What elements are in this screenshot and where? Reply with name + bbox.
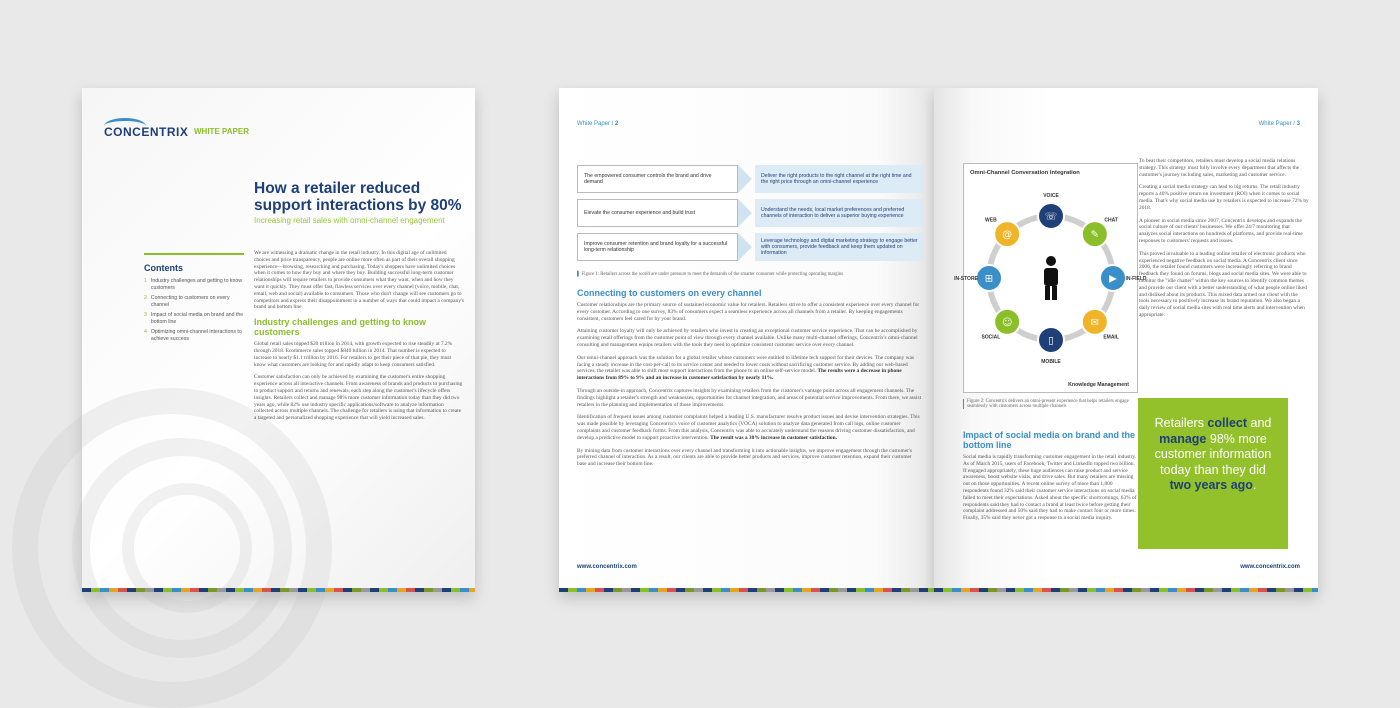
contents-item[interactable] [144,312,244,325]
decorative-swirl [122,483,252,613]
section-heading: Connecting to customers on every channel [577,288,762,298]
logo-name: CONCENTRIX [104,125,189,139]
body-paragraph [577,355,922,382]
channel-label: EMAIL [1103,334,1119,341]
channel-label: VOICE [1043,193,1059,199]
arrow-right-icon [738,233,752,261]
quote-text: . [1252,478,1257,492]
color-stripe [82,588,475,592]
flow-right-box: Deliver the right products to the right channel at the right time and the right price through an omni-channel experience [755,165,924,193]
body-paragraph: To beat their competitors, retailers must develop a social media relations strategy. This strategy must fully involve every department that affects the customer's journey including sales, marketing and customer service. [1139,158,1300,178]
flow-row [577,165,924,193]
chat-icon: ✎ [1090,229,1100,241]
value-flow-diagram [577,165,924,267]
contents-title: Contents [144,263,183,273]
channel-label: CHAT [1104,217,1118,224]
contents-item-label: Optimizing omni-channel interactions to achieve success [150,329,242,342]
channel-label: WEB [985,217,997,224]
running-head-label: White Paper [1258,121,1292,127]
quote-text: 98% more customer information today than they did [1154,431,1272,477]
person-leg-icon [1045,286,1050,300]
page-number: 2 [615,121,619,127]
flow-left-box: Elevate the consumer experience and build trust [577,199,738,227]
section-heading: Industry challenges and getting to know customers [254,317,427,338]
cover-body [254,250,464,428]
contents-item[interactable] [144,278,244,291]
body-paragraph: This proved invaluable to a leading online retailer of electronic products who experienced negative feedback on social media. A Concentrix client since 2006, the retailer found customers were increasingly referring to brand feedback they found on forums, blogs and social media sites. We were able to monitor the "idle chatter" within the key sources to identify common themes and provide our client with a better understanding of what people online liked and disliked about its products. This mixed data armed our client with the tools necessary to positively increase its brand reputation. We also began a daily review of social media sites with real time alerts and intervention when appropriate. [1139,250,1307,318]
caption-marker-icon: ▌ [577,272,581,277]
paragraph-highlight: The result was a 30% increase in customer satisfaction. [710,434,837,441]
quote-emphasis: two years ago [1169,478,1253,492]
flow-row [577,199,924,227]
spread-left-page [559,88,934,592]
people-icon: ☺ [1001,317,1013,329]
impact-section [963,430,1138,528]
running-head-separator: / [610,121,616,127]
body-paragraph: Customer satisfaction can only be achieved by examining the customer's entire shopping experience across all interactive channels. From awareness of brands and products to purchasing to product support and returns and renewals, each step along the customer's lifecycle offers insights. Retailers collect and manage 98% more customer information today than they did two years ago, while 82% use industry specific applications/software to analyze information collected across multiple channels. The challenge for retailers is using that information to create a targeted and personalized shopping experience that will yield increased sales. [254,374,463,422]
intro-paragraph: We are witnessing a dramatic change in the retail industry. In this digital age of unlimited choices and price transparency, people are online more often as part of their overall shopping experience—browsing, researching and purchasing. Today's shoppers have unlimited choices when it comes to how they buy and where they buy. Building successful long-term customer relationships will require retailers to provide consumers what they want, when and how they want it quickly. They must offer fast, flawless services over every channel (voice, mobile, chat, email, web and social) available to consumers. Those who don't change will see customers go to competitors and express their disappointment in a number of ways that could impact a company's brand and bottom line. [254,250,464,311]
flow-left-box: Improve consumer retention and brand loyalty for a successful long-term relationship [577,233,738,261]
cart-icon: ⊞ [984,273,994,285]
website-link[interactable]: www.concentrix.com [1240,564,1300,570]
channel-label: SOCIAL [981,334,1001,341]
quote-emphasis: collect [1207,416,1248,430]
color-stripe [934,588,1318,592]
paragraph-highlight: The results were a decrease in phone interactions from 89% to 9% and an increase in customer satisfaction by nearly 11%. [577,368,902,382]
body-paragraph: Social media is rapidly transforming customer engagement in the retail industry. As of March 2015, users of Facebook, Twitter and LinkedIn topped two billion. If engaged appropriately, these huge audiences can raise product and service awareness, boost website visits, and drive sales. But many retailers are missing out on those opportunities. A recent online survey of more than 1,000 respondents found 32% said their customer service interactions on social media failed to meet their expectations. Asked about the specific shortcomings, 63% of respondents said they had to contact a brand at least twice before getting their complaint addressed and 50% said they had to make contact four or more times. Finally, 35% said they never got a response to a social media inquiry. [963,454,1137,522]
body-paragraph: Attaining customer loyalty will only be achieved by retailers who invest in creating an exceptional customer service experience. That can be accomplished by examining retail offerings from the customer point of view through every channel available. Unlike many multi-channel offerings, Concentrix's omni-channel consulting and management equips retailers with the tools they need to optimize consistent customer service over every channel. [577,328,918,348]
running-head-separator: / [1291,121,1297,127]
flow-right-box: Leverage technology and digital marketing strategy to engage better with consumers, provide feedback and keep them updated on information [755,233,924,261]
contents-item[interactable] [144,295,244,308]
contents-list [144,253,244,346]
cover-title: How a retailer reduced support interactions by 80% [254,180,462,214]
running-head [577,121,618,127]
contents-item[interactable] [144,329,244,342]
at-icon: @ [1002,229,1013,241]
arrow-right-icon [738,199,752,227]
flow-left-box: The empowered consumer controls the brand and drive demand [577,165,738,193]
left-page-body [577,288,922,474]
body-paragraph: Through an outside-in approach, Concentrix captures insights by examining retailers from the customer's vantage point across all engagement channels. The findings highlight a retailer's strength and weaknesses, opportunities for channel integration, and areas of potential service improvements. From there, we assist retailers in the planning and implementation of those improvements. [577,387,922,408]
mobile-icon: ▯ [1048,335,1054,347]
body-paragraph: Customer relationships are the primary source of sustained economic value for retailers. Retailers strive to offer a consistent experience over every channel for every customer. According to one survey, 83% of consumers expect a seamless experience across all channels from a retailer. By keeping engagements consistent, customers feel cared for by your brand. [577,302,920,322]
figure-1-caption [577,272,924,277]
flow-right-box: Understand the needs, local market preferences and preferred channels of interaction to deliver a superior buying experience [755,199,924,227]
running-head [1259,121,1300,127]
body-paragraph: Creating a social media strategy can lead to big returns. The retail industry reports a 40% positive return on investment (ROI) when it comes to social media. That's why social media use by retailers is expected to increase 72% by 2018. [1139,184,1309,211]
paragraph-text: Our omni-channel approach was the solution for a global retailer whose customers were entitled to lifetime tech support for their devices. The company was facing a steady increase in the cost-per-call to its service center and needed to lower costs without sacrificing customer service. By adding our web-based services, the retailer was able to shift most support interactions from the phone to an online self-service model. [577,354,915,375]
flow-row [577,233,924,261]
truck-icon: ▶ [1109,273,1117,285]
cover-subtitle: Increasing retail sales with omni-channel engagement [254,216,445,225]
spread-right-page [934,88,1318,592]
quote-text: Retailers [1154,416,1208,430]
quote-text: and [1247,416,1272,430]
color-stripe [559,588,934,592]
right-column [1139,158,1309,325]
running-head-label: White Paper [577,121,611,127]
person-icon [1046,256,1056,266]
arrow-right-icon [738,165,752,193]
phone-icon: ☏ [1044,211,1058,223]
channel-label: IN-STORE [954,276,978,282]
mail-icon: ✉ [1090,317,1100,329]
person-body-icon [1044,268,1058,286]
contents-item-label: Impact of social media on brand and the bottom line [150,312,244,325]
figure-1-caption-text: Figure 1: Retailers across the world are under pressure to meet the demands of the smarter consumer while protecting operating margins [581,272,844,277]
channel-label: MOBILE [1041,359,1061,365]
section-heading: Impact of social media on brand and the bottom line [963,430,1136,450]
website-link[interactable]: www.concentrix.com [577,564,637,570]
contents-item-number: 3 [144,312,147,318]
logo-tag: WHITE PAPER [194,127,249,136]
diagram-footer: Knowledge Management [1068,382,1129,388]
pull-quote-text [1150,416,1276,494]
contents-item-label: Connecting to customers on every channel [150,295,230,308]
person-leg-icon [1052,286,1057,300]
pull-quote [1138,398,1288,549]
cover-page [82,88,475,592]
contents-item-label: Industry challenges and getting to know customers [150,278,243,291]
contents-item-number: 4 [144,329,147,335]
body-paragraph: A pioneer in social media since 2007, Concentrix develops and expands the social culture of our clients' businesses. We offer 24/7 monitoring that analyzes social interactions on hundreds of platforms, and provide real-time responses to customers' requests and issues. [1139,217,1303,244]
concentrix-logo [104,118,304,142]
omni-channel-diagram [954,163,1147,393]
body-paragraph: Global retail sales topped $20 trillion in 2014, with growth expected to rise steadily at 7.2% through 2018. Ecommerce sales topped $840 billion in 2014. That number is expected to increase to nearly $1.1 trillion by 2016. For retailers to get their piece of that pie, they must know what customers are looking for and rapidly adapt to keep consumers satisfied. [254,341,453,368]
body-paragraph: By mining data from customer interactions over every channel and transforming it into actionable insights, we improve engagement through the customer's preferred channel of interaction. As a result, our clients are able to provide better products and services, improve customer retention, expand their customer base and increase their bottom line. [577,447,912,468]
paragraph-text: Identification of frequent issues among customer complaints helped a leading U.S. manufacturer resolve product issues and devise intervention strategies. This was made possible by leveraging Concentrix's voice of customer analytics (VOCA) solution to analyze data generated from call logs, online customer complaints and customer feedback forms. From this analysis, Concentrix was able to accurately understand the reasons driving customer dissatisfaction, and develop a predictive model to support proactive intervention. [577,414,920,441]
quote-emphasis: manage [1159,431,1207,446]
omni-channel-wheel [954,178,1147,393]
figure-2-caption: Figure 2: Concentrix delivers an omni-present experience that helps retailers engage seamlessly with customers across multiple channels [963,399,1133,409]
channel-label: IN-FIELD [1125,276,1147,282]
contents-item-number: 1 [144,278,147,284]
contents-item-number: 2 [144,295,147,301]
page-number: 3 [1296,121,1300,127]
body-paragraph [577,414,922,441]
diagram-title: Omni-Channel Conversation Integration [970,170,1080,176]
contents-rule [144,253,244,255]
